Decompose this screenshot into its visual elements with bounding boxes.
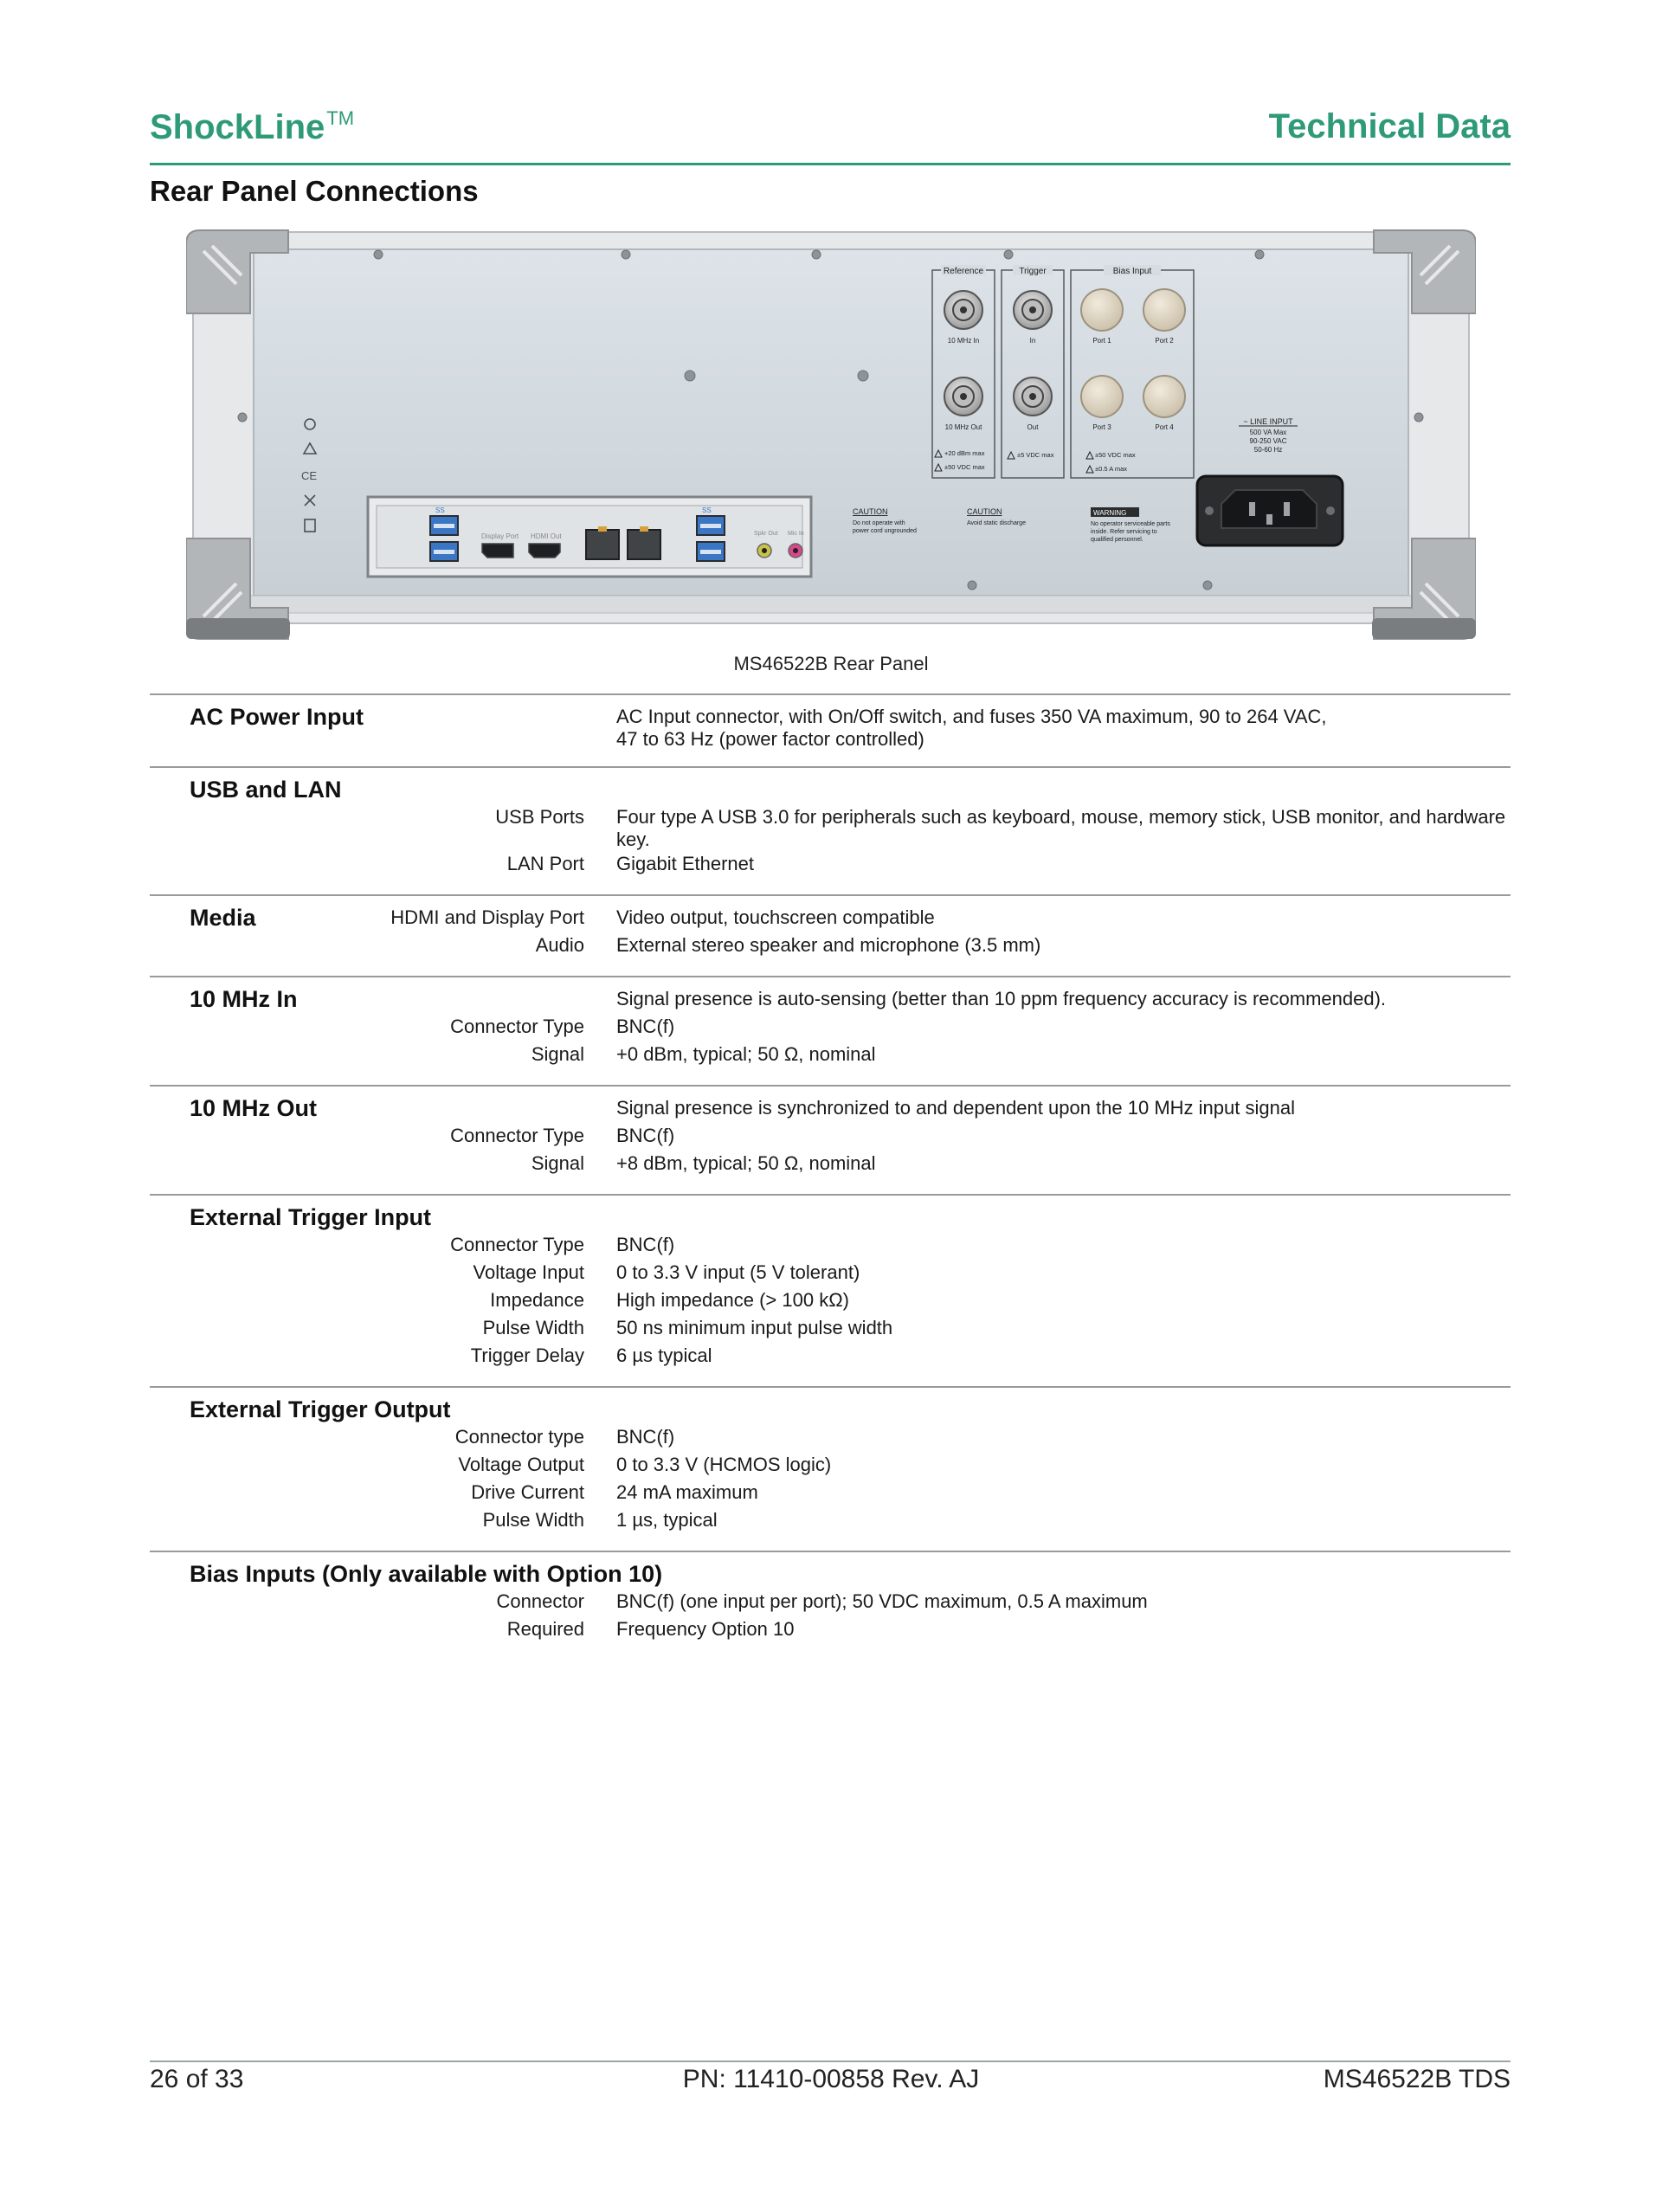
svg-text:Reference: Reference	[943, 267, 984, 276]
svg-text:Port 3: Port 3	[1092, 423, 1111, 431]
spec-value: BNC(f) (one input per port); 50 VDC maximum, 0.5 A maximum	[616, 1590, 1148, 1612]
spec-section-10mhz-in	[150, 976, 1511, 1085]
spec-section-usb-lan	[150, 766, 1511, 894]
svg-text:WARNING: WARNING	[1093, 509, 1127, 517]
spec-value: BNC(f)	[616, 1016, 675, 1037]
svg-text:SS: SS	[702, 506, 712, 514]
spec-label: Connector Type	[450, 1234, 584, 1255]
spec-title: AC Power Input	[190, 704, 364, 730]
rear-panel-figure	[186, 227, 1476, 649]
spec-label: Audio	[535, 934, 584, 956]
spec-value: +0 dBm, typical; 50 Ω, nominal	[616, 1043, 876, 1065]
spec-value: +8 dBm, typical; 50 Ω, nominal	[616, 1152, 876, 1174]
svg-text:SS: SS	[435, 506, 445, 514]
part-number: PN: 11410-00858 Rev. AJ	[682, 2065, 980, 2093]
spec-value: Frequency Option 10	[616, 1618, 795, 1640]
spec-value: 0 to 3.3 V (HCMOS logic)	[616, 1454, 832, 1475]
spec-value: Signal presence is auto-sensing (better than 10 ppm frequency accuracy is recommended).	[616, 988, 1387, 1009]
spec-label: Signal	[531, 1152, 584, 1174]
svg-text:Avoid static discharge: Avoid static discharge	[967, 520, 1026, 526]
spec-title: Media	[190, 905, 256, 931]
spec-section-ac-power	[150, 693, 1511, 766]
hdmi-icon	[529, 544, 560, 558]
spec-section-bias-inputs	[150, 1551, 1511, 1660]
svg-text:10 MHz Out: 10 MHz Out	[944, 423, 982, 431]
trademark-mark: TM	[326, 107, 355, 129]
page-number: 26 of 33	[150, 2065, 244, 2093]
spec-label: HDMI and Display Port	[390, 906, 584, 928]
spec-label: Voltage Input	[473, 1261, 584, 1283]
footer-divider	[150, 2060, 1511, 2062]
svg-text:500 VA Max: 500 VA Max	[1249, 429, 1287, 436]
svg-text:Port 2: Port 2	[1155, 337, 1174, 345]
spec-section-trigger-input	[150, 1194, 1511, 1386]
svg-text:qualified personnel.: qualified personnel.	[1091, 537, 1143, 543]
spec-value: AC Input connector, with On/Off switch, and fuses 350 VA maximum, 90 to 264 VAC, 47 to 63 Hz (power factor controlled)	[616, 706, 1327, 750]
spec-label: Drive Current	[471, 1481, 584, 1503]
svg-text:CE: CE	[301, 469, 318, 482]
spec-section-media	[150, 894, 1511, 976]
svg-text:±0.5 A max: ±0.5 A max	[1095, 465, 1128, 473]
svg-text:CAUTION: CAUTION	[853, 507, 888, 516]
spec-label: Connector Type	[450, 1125, 584, 1146]
spec-table	[150, 693, 1511, 1660]
spec-section-10mhz-out	[150, 1085, 1511, 1194]
spec-label: LAN Port	[506, 853, 584, 874]
spec-title: External Trigger Input	[190, 1204, 432, 1230]
document-type: Technical Data	[1268, 107, 1511, 145]
spec-label: Impedance	[490, 1289, 584, 1311]
spec-value: External stereo speaker and microphone (3.5 mm)	[616, 934, 1041, 956]
svg-text:±50 VDC max: ±50 VDC max	[944, 463, 985, 471]
svg-text:CAUTION: CAUTION	[967, 507, 1002, 516]
svg-text:±50 VDC max: ±50 VDC max	[1095, 451, 1136, 459]
svg-text:Out: Out	[1027, 423, 1039, 431]
spec-title: Bias Inputs (Only available with Option 10)	[190, 1561, 663, 1587]
displayport-icon	[482, 544, 513, 558]
spec-title: External Trigger Output	[190, 1396, 451, 1422]
document-id: MS46522B TDS	[1323, 2065, 1511, 2093]
spec-value: BNC(f)	[616, 1426, 675, 1448]
spec-label: Connector type	[454, 1426, 584, 1448]
brand-title: ShockLine™	[150, 107, 355, 146]
spec-value: Video output, touchscreen compatible	[616, 906, 935, 928]
svg-text:Port 4: Port 4	[1155, 423, 1174, 431]
spec-value: 6 µs typical	[616, 1345, 712, 1366]
spec-title: 10 MHz Out	[190, 1095, 318, 1121]
svg-text:Bias Input: Bias Input	[1112, 267, 1152, 276]
svg-text:power cord ungrounded: power cord ungrounded	[853, 528, 917, 534]
spec-value: 50 ns minimum input pulse width	[616, 1317, 893, 1338]
spec-value: Signal presence is synchronized to and dependent upon the 10 MHz input signal	[616, 1097, 1295, 1119]
spec-value: 1 µs, typical	[616, 1509, 718, 1531]
spec-label: Pulse Width	[482, 1317, 584, 1338]
spec-label: Required	[506, 1618, 584, 1640]
spec-value: BNC(f)	[616, 1234, 675, 1255]
svg-text:Mic In: Mic In	[788, 531, 804, 537]
svg-text:HDMI Out: HDMI Out	[531, 532, 562, 540]
spec-value: 0 to 3.3 V input (5 V tolerant)	[616, 1261, 860, 1283]
spec-label: Connector Type	[450, 1016, 584, 1037]
spec-label: Trigger Delay	[470, 1345, 584, 1366]
figure-caption: MS46522B Rear Panel	[733, 653, 929, 674]
chassis-bottom	[238, 596, 1424, 613]
svg-text:Display Port: Display Port	[481, 532, 519, 540]
svg-text:±5 VDC max: ±5 VDC max	[1017, 451, 1054, 459]
spec-label: Signal	[531, 1043, 584, 1065]
svg-text:No operator serviceable parts: No operator serviceable parts	[1091, 521, 1170, 527]
section-title: Rear Panel Connections	[150, 175, 479, 207]
spec-label: USB Ports	[495, 806, 584, 828]
spec-label: Connector	[496, 1590, 584, 1612]
spec-label: Pulse Width	[482, 1509, 584, 1531]
svg-text:inside. Refer servicing to: inside. Refer servicing to	[1091, 529, 1157, 535]
svg-text:Port 1: Port 1	[1092, 337, 1111, 345]
svg-text:~ LINE INPUT: ~ LINE INPUT	[1243, 417, 1293, 426]
svg-text:10 MHz In: 10 MHz In	[947, 337, 980, 345]
spec-title: USB and LAN	[190, 777, 342, 803]
spec-value: Four type A USB 3.0 for peripherals such as keyboard, mouse, memory stick, USB monitor, and hardware key.	[616, 806, 1506, 850]
svg-text:Do not operate with: Do not operate with	[853, 520, 905, 526]
svg-text:90-250 VAC: 90-250 VAC	[1249, 437, 1287, 445]
spec-label: Voltage Output	[458, 1454, 584, 1475]
svg-text:Trigger: Trigger	[1019, 267, 1047, 276]
spec-section-trigger-output	[150, 1386, 1511, 1551]
svg-text:In: In	[1029, 337, 1036, 345]
spec-title: 10 MHz In	[190, 986, 298, 1012]
svg-text:50-60 Hz: 50-60 Hz	[1253, 446, 1283, 454]
spec-value: BNC(f)	[616, 1125, 675, 1146]
spec-value: 24 mA maximum	[616, 1481, 758, 1503]
spec-value: High impedance (> 100 kΩ)	[616, 1289, 849, 1311]
svg-text:Spkr Out: Spkr Out	[754, 531, 778, 537]
svg-text:+20 dBm max: +20 dBm max	[944, 449, 985, 457]
spec-value: Gigabit Ethernet	[616, 853, 754, 874]
rear-panel-image	[186, 227, 1476, 649]
page-header	[150, 102, 1511, 165]
